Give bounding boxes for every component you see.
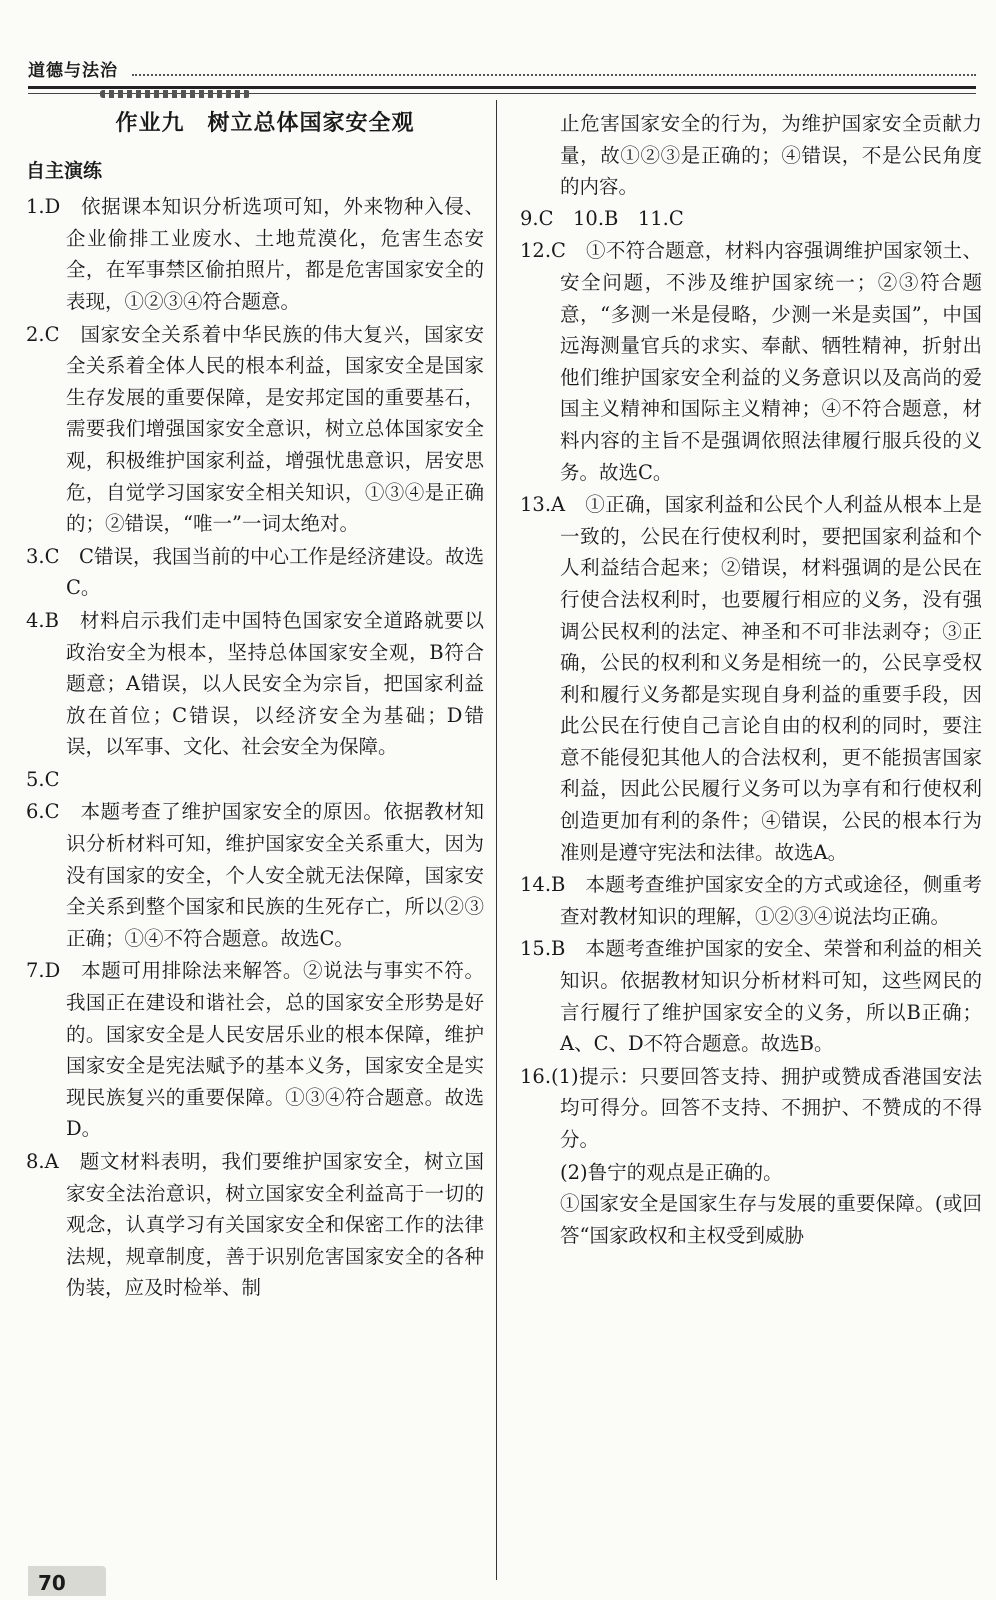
- header-dotted-rule: [132, 74, 976, 76]
- page-number: 70: [28, 1566, 106, 1596]
- answer-continuation: 止危害国家安全的行为，为维护国家安全贡献力量，故①②③是正确的；④错误，不是公民角度的内容。: [560, 112, 982, 199]
- answer-item: 6.C 本题考查了维护国家安全的原因。依据教材知识分析材料可知，维护国家安全关系重大，因为没有国家的安全，个人安全就无法保障，国家安全关系到整个国家和民族的生死存亡，所以②③正确；①④不符合题意。故选C。: [26, 800, 484, 950]
- answer-item: 15.B 本题考查维护国家的安全、荣誉和利益的相关知识。依据教材知识分析材料可知，这些网民的言行履行了维护国家安全的义务，所以B正确；A、C、D不符合题意。故选B。: [520, 937, 982, 1056]
- section-title: 作业九 树立总体国家安全观: [115, 111, 415, 136]
- answer-item: 16.(1)提示：只要回答支持、拥护或赞成香港国安法均可得分。回答不支持、不拥护、不赞成的不得分。: [520, 1064, 982, 1151]
- answer-item: 7.D 本题可用排除法来解答。②说法与事实不符。我国正在建设和谐社会，总的国家安全形势是好的。国家安全是人民安居乐业的根本保障，维护国家安全是宪法赋予的基本义务，国家安全是实现民族复兴的重要保障。①③④符合题意。故选D。: [26, 959, 484, 1141]
- answer-item: 12.C ①不符合题意，材料内容强调维护国家领土、安全问题，不涉及维护国家统一；②③符合题意，“多测一米是侵略，少测一米是卖国”，中国远海测量官兵的求实、奉献、牺牲精神，折射出他们维护国家安全利益的义务意识以及高尚的爱国主义精神和国际主义精神；④不符合题意，材料内容的主旨不是强调依照法律履行服兵役的义务。故选C。: [520, 239, 982, 484]
- answer-item: 9.C 10.B 11.C: [520, 206, 684, 230]
- answer-item: 13.A ①正确，国家利益和公民个人利益从根本上是一致的，公民在行使权利时，要把国家利益和个人利益结合起来；②错误，材料强调的是公民在行使合法权利时，也要履行相应的义务，没有强调公民权利的法定、神圣和不可非法剥夺；③正确，公民的权利和义务是相统一的，公民享受权利和履行义务都是实现自身利益的重要手段，因此公民在行使自己言论自由的权利的同时，要注意不能侵犯其他人的合法权利，更不能损害国家利益，因此公民履行义务可以为享有和行使权利创造更加有利的条件；④错误，公民的根本行为准则是遵守宪法和法律。故选A。: [520, 493, 982, 864]
- left-column: [26, 108, 484, 1305]
- answer-item: 4.B 材料启示我们走中国特色国家安全道路就要以政治安全为根本，坚持总体国家安全观，B符合题意；A错误，以人民安全为宗旨，把国家利益放在首位；C错误，以经济安全为基础；D错误，以军事、文化、社会安全为保障。: [26, 608, 484, 759]
- subsection-heading: 自主演练: [26, 159, 103, 182]
- answer-item: 1.D 依据课本知识分析选项可知，外来物种入侵、企业偷排工业废水、土地荒漠化，危害生态安全，在军事禁区偷拍照片，都是危害国家安全的表现，①②③④符合题意。: [26, 195, 484, 313]
- answer-subitem: (2)鲁宁的观点是正确的。: [560, 1160, 783, 1184]
- answer-subitem: ①国家安全是国家生存与发展的重要保障。(或回答“国家政权和主权受到威胁: [560, 1192, 982, 1247]
- header-ornament: [100, 90, 250, 98]
- answer-item: 2.C 国家安全关系着中华民族的伟大复兴，国家安全关系着全体人民的根本利益，国家安全是国家生存发展的重要保障，是安邦定国的重要基石，需要我们增强国家安全意识，树立总体国家安全观，积极维护国家利益，增强忧患意识，居安思危，自觉学习国家安全相关知识，①③④是正确的；②错误，“唯一”一词太绝对。: [26, 322, 484, 536]
- answer-item: 5.C: [26, 767, 60, 791]
- page-header-title: 道德与法治: [28, 61, 118, 81]
- right-column: [520, 108, 982, 1251]
- answer-item: 14.B 本题考查维护国家安全的方式或途径，侧重考查对教材知识的理解，①②③④说法均正确。: [520, 873, 982, 928]
- column-divider: [496, 100, 497, 1580]
- answer-item: 8.A 题文材料表明，我们要维护国家安全，树立国家安全法治意识，树立国家安全利益高于一切的观念，认真学习有关国家安全和保密工作的法律法规，规章制度，善于识别危害国家安全的各种伪装，应及时检举、制: [26, 1150, 484, 1300]
- header-rule: [28, 86, 976, 89]
- answer-item: 3.C C错误，我国当前的中心工作是经济建设。故选C。: [26, 544, 484, 600]
